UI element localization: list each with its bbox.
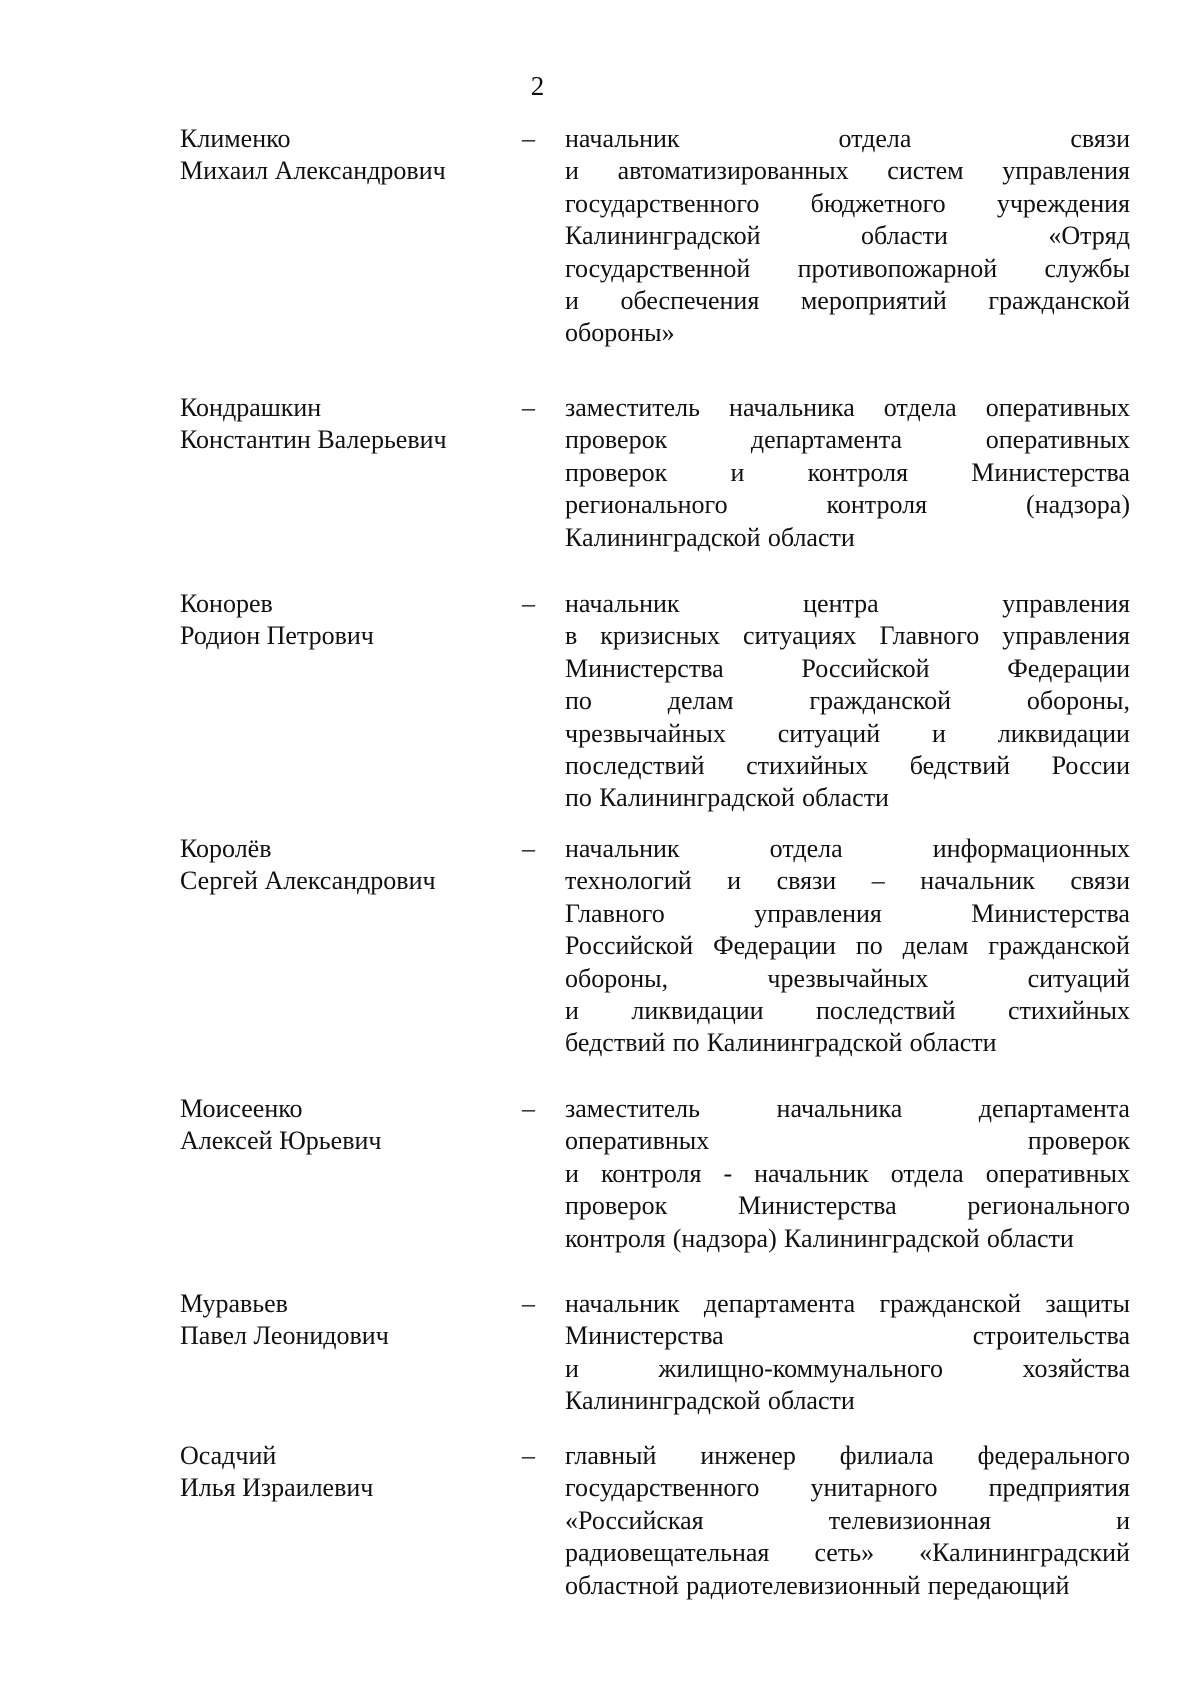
- position-word: ликвидации: [997, 718, 1130, 748]
- position-line: [565, 489, 1130, 521]
- position-word: противопожарной: [797, 253, 998, 283]
- position-word: гражданской: [879, 1289, 1022, 1318]
- position-word: главный: [565, 1441, 657, 1470]
- position-word: инженер: [700, 1441, 796, 1470]
- position-line: [565, 220, 1130, 252]
- dash-separator: –: [522, 1441, 535, 1470]
- position-line: [565, 155, 1130, 187]
- position-word: и: [1116, 1505, 1130, 1535]
- position-word: в: [565, 621, 578, 651]
- position-line: [565, 1537, 1130, 1569]
- position-word: Калининградской: [784, 1223, 980, 1253]
- position-word: строительства: [972, 1321, 1130, 1351]
- position-word: области: [909, 1028, 997, 1058]
- position-word: автоматизированных: [617, 156, 849, 186]
- position-word: передающий: [927, 1570, 1070, 1600]
- member-name: [180, 392, 500, 457]
- position-word: начальник: [565, 1289, 680, 1318]
- position-line: [565, 1472, 1130, 1504]
- position-line: [565, 317, 1130, 349]
- position-line: [565, 285, 1130, 317]
- position-word: управления: [1002, 156, 1130, 186]
- position-line: [565, 457, 1130, 489]
- position-word: начальника: [729, 393, 855, 422]
- member-given-name: Сергей Александрович: [180, 866, 436, 896]
- position-word: контроля: [600, 1158, 702, 1188]
- position-word: федерального: [977, 1441, 1130, 1470]
- position-word: унитарного: [810, 1473, 938, 1503]
- position-word: филиала: [839, 1441, 934, 1470]
- position-line: [565, 1353, 1130, 1385]
- position-word: департамента: [750, 425, 903, 455]
- member-surname: Кондрашкин: [180, 393, 322, 422]
- position-word: проверок: [565, 1191, 668, 1221]
- position-word: обороны,: [565, 963, 669, 993]
- position-word: начальник: [565, 589, 680, 618]
- member-given-name: Илья Израилевич: [180, 1473, 374, 1503]
- position-line: [565, 930, 1130, 962]
- member-surname: Моисеенко: [180, 1094, 303, 1123]
- position-line: [565, 685, 1130, 717]
- position-word: по: [565, 783, 592, 813]
- position-word: хозяйства: [1022, 1353, 1130, 1383]
- position-word: Министерства: [565, 653, 724, 683]
- position-word: чрезвычайных: [767, 963, 929, 993]
- position-line: [565, 898, 1130, 930]
- position-word: начальника: [776, 1094, 903, 1123]
- dash-separator: –: [522, 589, 535, 618]
- position-word: Министерства: [565, 1321, 724, 1351]
- position-word: -: [723, 1158, 733, 1188]
- position-word: обороны»: [565, 318, 675, 348]
- member-position: [565, 833, 1130, 1060]
- position-word: и: [931, 718, 946, 748]
- position-line: [565, 253, 1130, 285]
- position-word: ситуаций: [1027, 963, 1130, 993]
- position-word: стихийных: [746, 750, 869, 780]
- position-word: контроля: [807, 457, 909, 487]
- position-word: начальник: [565, 124, 680, 153]
- position-word: обеспечения: [620, 285, 760, 315]
- position-word: делам: [667, 686, 734, 716]
- position-line: [565, 865, 1130, 897]
- position-word: отдела: [838, 124, 912, 153]
- position-word: сеть»: [814, 1538, 875, 1568]
- position-line: [565, 392, 1130, 424]
- dash-separator: –: [522, 124, 535, 153]
- member-name: [180, 123, 500, 188]
- position-word: бедствий: [565, 1028, 666, 1058]
- position-word: Калининградской: [565, 522, 761, 552]
- position-word: Калининградской: [565, 221, 761, 251]
- position-line: [565, 424, 1130, 456]
- position-word: (надзора): [1026, 490, 1130, 520]
- position-line: [565, 1320, 1130, 1352]
- position-word: связи: [1070, 866, 1130, 896]
- member-position: [565, 1440, 1130, 1602]
- position-word: Федерации: [713, 931, 836, 961]
- position-word: оперативных: [985, 425, 1130, 455]
- position-word: телевизионная: [828, 1505, 991, 1535]
- position-word: –: [871, 866, 885, 896]
- dash-separator: –: [522, 1289, 535, 1318]
- position-word: стихийных: [1007, 995, 1130, 1025]
- member-position: [565, 123, 1130, 350]
- position-word: связи: [1070, 124, 1130, 153]
- position-word: оперативных: [565, 1126, 710, 1156]
- position-word: Главного: [565, 898, 665, 928]
- position-word: Министерства: [971, 457, 1130, 487]
- position-word: службы: [1044, 253, 1130, 283]
- position-word: отдела: [769, 834, 843, 863]
- position-word: областной: [565, 1570, 679, 1600]
- position-line: [565, 653, 1130, 685]
- position-word: по: [855, 931, 883, 961]
- position-word: контроля: [565, 1223, 666, 1253]
- position-word: оперативных: [985, 1158, 1130, 1188]
- position-word: департамента: [703, 1289, 856, 1318]
- position-word: области: [767, 522, 855, 552]
- position-word: информационных: [932, 834, 1130, 863]
- position-word: жилищно-коммунального: [658, 1353, 943, 1383]
- position-word: управления: [1002, 589, 1130, 618]
- position-word: области: [767, 1386, 855, 1416]
- member-name: [180, 833, 500, 898]
- member-position: [565, 1288, 1130, 1418]
- dash-separator: –: [522, 1094, 535, 1123]
- position-word: управления: [1002, 621, 1130, 651]
- position-word: чрезвычайных: [565, 718, 726, 748]
- position-word: учреждения: [996, 188, 1130, 218]
- position-word: ситуаций: [777, 718, 881, 748]
- position-line: [565, 750, 1130, 782]
- member-position: [565, 588, 1130, 815]
- position-word: Калининградской: [599, 783, 795, 813]
- position-word: и: [565, 995, 579, 1025]
- position-word: Главного: [879, 621, 980, 651]
- position-word: по: [672, 1028, 700, 1058]
- position-word: и: [730, 457, 745, 487]
- position-line: [565, 1027, 1130, 1059]
- position-word: начальник: [565, 834, 680, 863]
- position-word: Министерства: [737, 1191, 897, 1221]
- position-word: государственного: [565, 188, 760, 218]
- position-word: последствий: [565, 750, 705, 780]
- position-word: систем: [887, 156, 964, 186]
- position-word: и: [727, 866, 742, 896]
- member-given-name: Павел Леонидович: [180, 1321, 389, 1351]
- position-word: заместитель: [565, 393, 701, 422]
- position-word: обороны,: [1026, 686, 1130, 716]
- position-line: [565, 522, 1130, 554]
- position-word: кризисных: [600, 621, 720, 651]
- member-surname: Клименко: [180, 124, 291, 153]
- position-word: гражданской: [988, 285, 1130, 315]
- position-word: мероприятий: [800, 285, 947, 315]
- position-line: [565, 1505, 1130, 1537]
- position-word: по: [565, 686, 592, 716]
- position-word: департамента: [978, 1094, 1130, 1123]
- member-position: [565, 392, 1130, 554]
- member-given-name: Родион Петрович: [180, 621, 374, 651]
- position-line: [565, 1385, 1130, 1417]
- member-name: [180, 1440, 500, 1505]
- position-line: [565, 1158, 1130, 1190]
- position-word: Калининградской: [565, 1386, 761, 1416]
- position-word: России: [1051, 750, 1130, 780]
- position-word: Российской: [565, 931, 694, 961]
- position-line: [565, 588, 1130, 620]
- position-word: технологий: [565, 866, 692, 896]
- position-line: [565, 620, 1130, 652]
- member-name: [180, 588, 500, 653]
- position-word: начальник: [920, 866, 1035, 896]
- position-word: «Калининградский: [919, 1538, 1130, 1568]
- position-line: [565, 963, 1130, 995]
- position-word: области: [986, 1223, 1074, 1253]
- member-position: [565, 1093, 1130, 1255]
- position-word: бедствий: [909, 750, 1011, 780]
- position-line: [565, 1190, 1130, 1222]
- member-surname: Осадчий: [180, 1441, 277, 1470]
- position-word: контроля: [826, 490, 928, 520]
- position-word: Министерства: [971, 898, 1130, 928]
- position-word: защиты: [1045, 1289, 1130, 1318]
- position-word: радиотелевизионный: [686, 1570, 921, 1600]
- position-word: бюджетного: [810, 188, 946, 218]
- position-word: оперативных: [985, 393, 1130, 422]
- position-word: отдела: [883, 393, 957, 422]
- member-given-name: Алексей Юрьевич: [180, 1126, 382, 1156]
- position-word: регионального: [565, 490, 728, 520]
- position-word: Федерации: [1007, 653, 1130, 683]
- position-word: «Отряд: [1048, 221, 1130, 251]
- position-word: и: [565, 156, 579, 186]
- position-line: [565, 1093, 1130, 1125]
- member-given-name: Константин Валерьевич: [180, 425, 447, 455]
- position-line: [565, 123, 1130, 155]
- position-word: центра: [803, 589, 879, 618]
- position-line: [565, 1223, 1130, 1255]
- position-word: и: [565, 1158, 579, 1188]
- position-word: и: [565, 285, 579, 315]
- position-line: [565, 782, 1130, 814]
- position-word: гражданской: [809, 686, 952, 716]
- position-word: государственного: [565, 1473, 760, 1503]
- position-word: проверок: [565, 457, 668, 487]
- position-line: [565, 833, 1130, 865]
- position-line: [565, 1570, 1130, 1602]
- position-word: связи: [776, 866, 837, 896]
- member-surname: Муравьев: [180, 1289, 288, 1318]
- position-word: делам: [902, 931, 969, 961]
- position-line: [565, 1440, 1130, 1472]
- position-word: начальник: [754, 1158, 869, 1188]
- position-line: [565, 1125, 1130, 1157]
- member-surname: Королёв: [180, 834, 272, 863]
- position-word: ликвидации: [631, 995, 764, 1025]
- position-word: последствий: [816, 995, 956, 1025]
- dash-separator: –: [522, 834, 535, 863]
- position-line: [565, 188, 1130, 220]
- position-word: проверок: [565, 425, 668, 455]
- position-word: «Российская: [565, 1505, 704, 1535]
- position-word: (надзора): [672, 1223, 777, 1253]
- member-surname: Конорев: [180, 589, 273, 618]
- position-word: проверок: [1027, 1126, 1130, 1156]
- position-line: [565, 718, 1130, 750]
- position-word: гражданской: [988, 931, 1130, 961]
- position-word: радиовещательная: [565, 1538, 770, 1568]
- position-word: Российской: [801, 653, 930, 683]
- position-word: предприятия: [988, 1473, 1130, 1503]
- position-word: области: [861, 221, 948, 251]
- member-given-name: Михаил Александрович: [180, 156, 446, 186]
- position-word: заместитель: [565, 1094, 701, 1123]
- position-word: управления: [754, 898, 882, 928]
- position-word: ситуациях: [742, 621, 857, 651]
- position-line: [565, 1288, 1130, 1320]
- member-name: [180, 1093, 500, 1158]
- position-word: и: [565, 1353, 579, 1383]
- page-number: 2: [530, 71, 545, 101]
- position-word: государственной: [565, 253, 751, 283]
- dash-separator: –: [522, 393, 535, 422]
- position-word: Калининградской: [706, 1028, 903, 1058]
- position-word: области: [802, 783, 889, 813]
- member-name: [180, 1288, 500, 1353]
- position-line: [565, 995, 1130, 1027]
- position-word: регионального: [967, 1191, 1130, 1221]
- position-word: отдела: [890, 1158, 964, 1188]
